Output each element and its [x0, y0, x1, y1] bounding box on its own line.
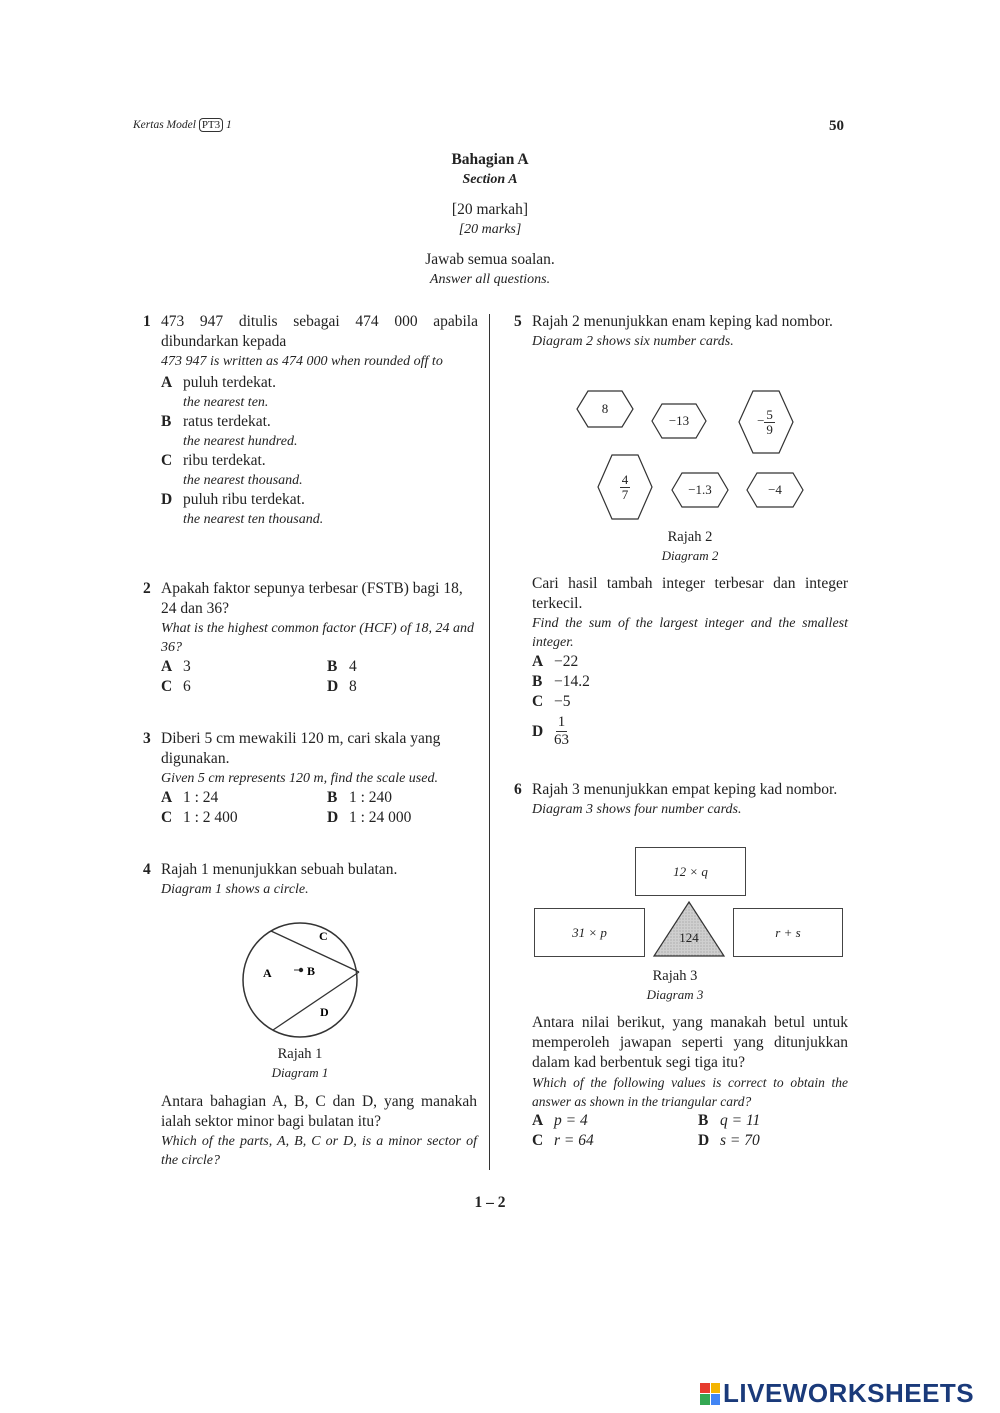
- diagram-1-circle: [235, 915, 365, 1045]
- q2-option-c[interactable]: C 6: [161, 678, 191, 695]
- card-rs: r + s: [733, 908, 843, 957]
- number-card-8: 8: [576, 390, 634, 428]
- q3-option-c[interactable]: C 1 : 2 400: [161, 809, 238, 826]
- diagram-2-caption: Rajah 2 Diagram 2: [661, 529, 719, 563]
- paper-header: Kertas Model PT3 1: [133, 119, 232, 131]
- page-code: 1 – 2: [474, 1194, 506, 1211]
- q5-option-b[interactable]: B −14.2: [532, 673, 590, 690]
- label-d: D: [320, 1005, 329, 1019]
- q2-option-d[interactable]: D 8: [327, 678, 357, 695]
- q6-option-d[interactable]: D s = 70: [698, 1132, 760, 1149]
- q3-option-d[interactable]: D 1 : 24 000: [327, 809, 412, 826]
- diagram-3-caption: Rajah 3 Diagram 3: [646, 968, 704, 1002]
- q3-option-b[interactable]: B 1 : 240: [327, 789, 393, 806]
- number-card-4-7: $\frac{4}{7}$: [597, 454, 653, 520]
- question-6-prompt: Antara nilai berikut, yang manakah betul untuk memperoleh jawapan seperti yang ditunjukkan dalam kad berbentuk segi tiga itu? Which of the following values is correct to obtain the answer as shown in the triangular card? A p = 4 B q = 11 C r = 64 D s = 70: [532, 1014, 848, 1149]
- question-1: 1 473 947 ditulis sebagai 474 000 apabila dibundarkan kepada 473 947 is written as 474 000 when rounded off to A puluh terdekat. the nearest ten. B ratus terdekat. the nearest hundred. C ribu terdekat. the nearest thousand. D puluh ribu terdekat. the nearest ten thousand.: [143, 313, 478, 527]
- question-6: 6 Rajah 3 menunjukkan empat keping kad nombor. Diagram 3 shows four number cards.: [514, 781, 838, 817]
- question-4: 4 Rajah 1 menunjukkan sebuah bulatan. Diagram 1 shows a circle.: [143, 861, 398, 897]
- logo-badge: [700, 1383, 720, 1405]
- question-2: 2 Apakah faktor sepunya terbesar (FSTB) bagi 18, 24 dan 36? What is the highest common factor (HCF) of 18, 24 and 36? A 3 B 4 C 6 D 8: [143, 580, 475, 695]
- label-a: A: [263, 966, 272, 980]
- triangle-card-124: 124: [652, 900, 726, 958]
- q1-option-c[interactable]: C ribu terdekat. the nearest thousand.: [161, 452, 303, 488]
- column-divider: [489, 314, 490, 1170]
- circle-outline: [243, 923, 357, 1037]
- q1-option-a[interactable]: A puluh terdekat. the nearest ten.: [161, 374, 276, 410]
- q1-option-b[interactable]: B ratus terdekat. the nearest hundred.: [161, 413, 298, 449]
- q2-option-b[interactable]: B 4: [327, 658, 357, 675]
- label-b: B: [307, 964, 316, 978]
- question-5: 5 Rajah 2 menunjukkan enam keping kad nombor. Diagram 2 shows six number cards.: [514, 313, 833, 349]
- liveworksheets-logo: [700, 1378, 974, 1409]
- number-card-neg5-9: − $\frac{5}{9}$: [738, 390, 794, 454]
- q2-option-a[interactable]: A 3: [161, 658, 191, 675]
- q6-option-a[interactable]: A p = 4: [532, 1112, 588, 1129]
- page-number: 50: [829, 118, 844, 134]
- question-5-prompt: Cari hasil tambah integer terbesar dan integer terkecil. Find the sum of the largest integer and the smallest integer. A −22 B −14.2 C −5 D $\frac{1}{63}$: [532, 575, 848, 748]
- q1-option-d[interactable]: D puluh ribu terdekat. the nearest ten thousand.: [161, 491, 324, 527]
- number-card-neg4: −4: [746, 472, 804, 508]
- card-12q: 12 × q: [635, 847, 746, 896]
- logo-text: LIVEWORKSHEETS: [723, 1378, 975, 1408]
- number-card-neg13: −13: [651, 403, 707, 439]
- q6-option-b[interactable]: B q = 11: [698, 1112, 761, 1129]
- section-heading: Bahagian A Section A [20 markah] [20 marks] Jawab semua soalan. Answer all questions.: [425, 151, 555, 287]
- circle-center: [299, 968, 303, 972]
- q6-option-c[interactable]: C r = 64: [532, 1132, 594, 1149]
- question-4-prompt: Antara bahagian A, B, C dan D, yang manakah ialah sektor minor bagi bulatan itu? Which of the parts, A, B, C or D, is a minor sector of the circle?: [161, 1093, 477, 1168]
- q5-option-a[interactable]: A −22: [532, 653, 579, 670]
- paper-tag: PT3: [199, 118, 223, 132]
- question-3: 3 Diberi 5 cm mewakili 120 m, cari skala yang digunakan. Given 5 cm represents 120 m, find the scale used. A 1 : 24 B 1 : 240 C 1 : 2 400 D 1 : 24 000: [143, 730, 441, 826]
- diagram-1-caption: Rajah 1 Diagram 1: [271, 1046, 329, 1080]
- q5-option-d[interactable]: D $\frac{1}{63}$: [532, 714, 569, 748]
- label-c: C: [319, 929, 328, 943]
- number-card-neg1-3: −1.3: [671, 472, 729, 508]
- q5-option-c[interactable]: C −5: [532, 693, 571, 710]
- card-31p: 31 × p: [534, 908, 645, 957]
- triangle-shape: [652, 900, 726, 958]
- q3-option-a[interactable]: A 1 : 24: [161, 789, 219, 806]
